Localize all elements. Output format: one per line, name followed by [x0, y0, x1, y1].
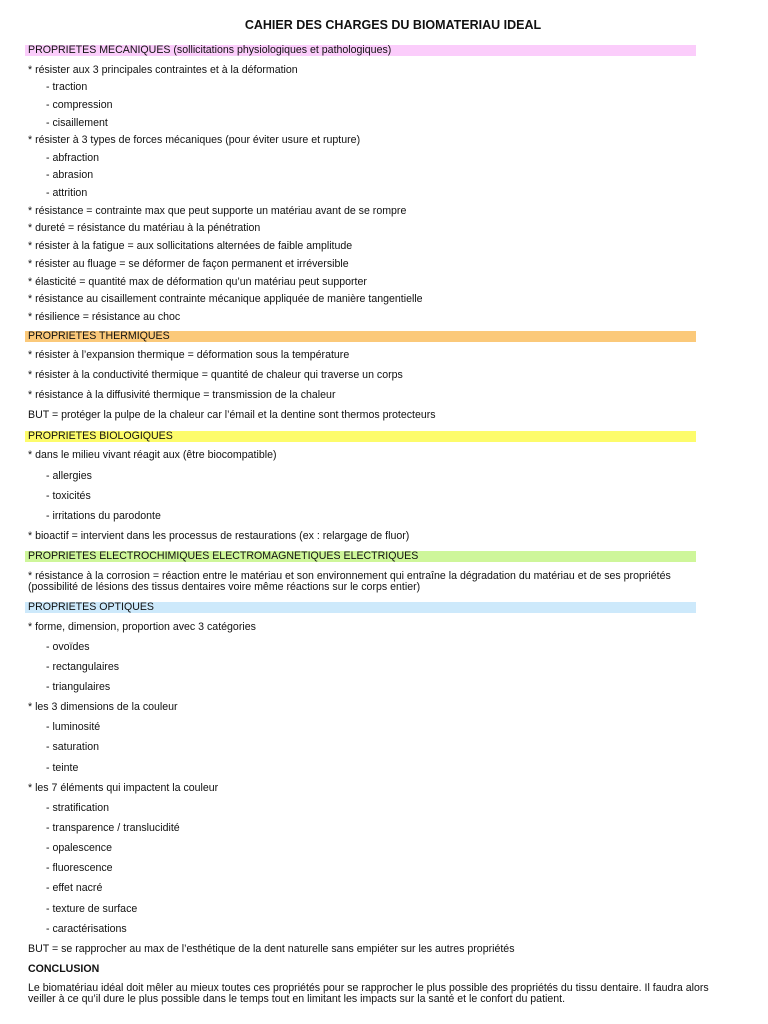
- section-header-mecaniques: PROPRIETES MECANIQUES (sollicitations physiologiques et pathologiques): [28, 44, 392, 56]
- list-item: - effet nacré: [46, 882, 103, 894]
- list-item: - luminosité: [46, 721, 101, 733]
- section-header-thermiques: PROPRIETES THERMIQUES: [28, 330, 170, 342]
- bullet-line: * résistance au cisaillement contrainte mécanique appliquée de manière tangentielle: [28, 293, 423, 305]
- section-header-optiques: PROPRIETES OPTIQUES: [28, 601, 154, 613]
- list-item: - attrition: [46, 187, 88, 199]
- bullet-line: * les 3 dimensions de la couleur: [28, 701, 178, 713]
- conclusion-text: Le biomatériau idéal doit mêler au mieux toutes ces propriétés pour se rapprocher le plus possible des propriétés du tissu dentaire. Il faudra alors veiller à ce qu’il dure le plus possible dans le temps tout en limitant les impacts sur la santé et le confort du patient.: [28, 982, 709, 1005]
- bullet-line: * résilience = résistance au choc: [28, 311, 181, 323]
- list-item: - abfraction: [46, 152, 99, 164]
- list-item: - rectangulaires: [46, 661, 120, 673]
- section-header-biologiques: PROPRIETES BIOLOGIQUES: [28, 430, 173, 442]
- bullet-line: * résister aux 3 principales contraintes et à la déformation: [28, 64, 298, 76]
- list-item: - irritations du parodonte: [46, 510, 161, 522]
- list-item: - compression: [46, 99, 113, 111]
- list-item: - abrasion: [46, 169, 94, 181]
- list-item: - opalescence: [46, 842, 112, 854]
- bullet-line: * dans le milieu vivant réagit aux (être biocompatible): [28, 449, 277, 461]
- list-item: - teinte: [46, 762, 79, 774]
- bullet-line: * résistance à la diffusivité thermique = transmission de la chaleur: [28, 389, 336, 401]
- list-item: - ovoïdes: [46, 641, 90, 653]
- bullet-line: * résister à la fatigue = aux sollicitations alternées de faible amplitude: [28, 240, 353, 252]
- document-title: CAHIER DES CHARGES DU BIOMATERIAU IDEAL: [244, 18, 542, 32]
- list-item: - saturation: [46, 741, 99, 753]
- goal-line: BUT = se rapprocher au max de l’esthétique de la dent naturelle sans empiéter sur les autres propriétés: [28, 943, 515, 955]
- goal-line: BUT = protéger la pulpe de la chaleur car l’émail et la dentine sont thermos protecteurs: [28, 409, 436, 421]
- bullet-line: * résister à 3 types de forces mécaniques (pour éviter usure et rupture): [28, 134, 361, 146]
- bullet-line: * résister au fluage = se déformer de façon permanent et irréversible: [28, 258, 349, 270]
- bullet-line: * résister à la conductivité thermique = quantité de chaleur qui traverse un corps: [28, 369, 403, 381]
- list-item: - caractérisations: [46, 923, 127, 935]
- conclusion-title: CONCLUSION: [28, 963, 100, 975]
- bullet-line: * bioactif = intervient dans les processus de restaurations (ex : relargage de fluor): [28, 530, 410, 542]
- list-item: - traction: [46, 81, 88, 93]
- list-item: - triangulaires: [46, 681, 111, 693]
- paragraph: * résistance à la corrosion = réaction entre le matériau et son environnement qui entraîne la dégradation du matériau et de ses propriétés (possibilité de lésions des tissus dentaires voire même réactions sur le corps entier): [28, 570, 671, 593]
- list-item: - allergies: [46, 470, 92, 482]
- list-item: - stratification: [46, 802, 109, 814]
- bullet-line: * dureté = résistance du matériau à la pénétration: [28, 222, 261, 234]
- bullet-line: * résistance = contrainte max que peut supporte un matériau avant de se rompre: [28, 205, 407, 217]
- list-item: - transparence / translucidité: [46, 822, 180, 834]
- bullet-line: * élasticité = quantité max de déformation qu’un matériau peut supporter: [28, 276, 367, 288]
- bullet-line: * les 7 éléments qui impactent la couleur: [28, 782, 219, 794]
- list-item: - cisaillement: [46, 117, 108, 129]
- bullet-line: * résister à l’expansion thermique = déformation sous la température: [28, 349, 350, 361]
- bullet-line: * forme, dimension, proportion avec 3 catégories: [28, 621, 256, 633]
- section-header-electrochimiques: PROPRIETES ELECTROCHIMIQUES ELECTROMAGNETIQUES ELECTRIQUES: [28, 550, 419, 562]
- list-item: - texture de surface: [46, 903, 138, 915]
- list-item: - toxicités: [46, 490, 91, 502]
- list-item: - fluorescence: [46, 862, 113, 874]
